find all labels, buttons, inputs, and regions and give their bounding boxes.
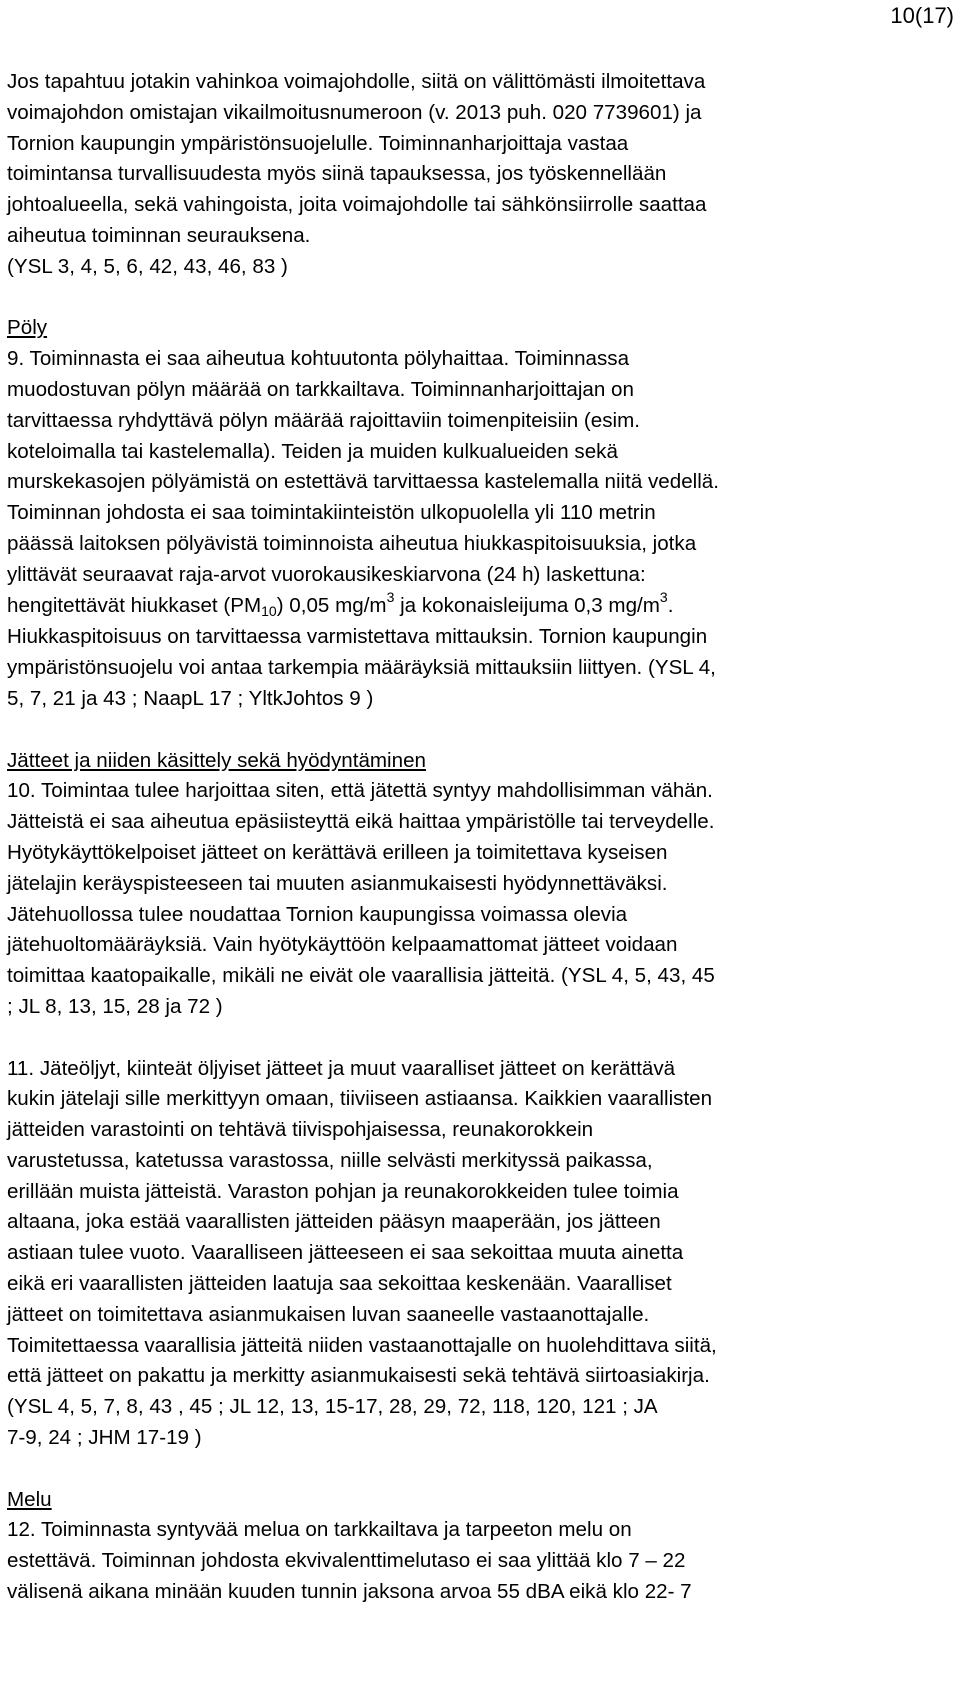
text-line: Jätehuollossa tulee noudattaa Tornion kaupungissa voimassa olevia [7,902,628,926]
formula-t2: ) 0,05 mg/m [276,593,387,617]
text-line: koteloimalla tai kastelemalla). Teiden ja muiden kulkualueiden sekä [7,439,618,463]
text-line: 11. Jäteöljyt, kiinteät öljyiset jätteet ja muut vaaralliset jätteet on kerättävä [7,1056,676,1080]
text-line: (YSL 3, 4, 5, 6, 42, 43, 46, 83 ) [7,254,288,278]
text-line: kukin jätelaji sille merkittyyn omaan, tiiviiseen astiaansa. Kaikkien vaarallisten [7,1087,713,1111]
text-line: varustetussa, katetussa varastossa, niille selvästi merkityssä paikassa, [7,1148,653,1172]
text-line: Hyötykäyttökelpoiset jätteet on kerättävä erilleen ja toimitettava kyseisen [7,840,668,864]
text-line: johtoalueella, sekä vahingoista, joita voimajohdolle tai sähkönsiirrolle saattaa [7,193,707,217]
text-line: estettävä. Toiminnan johdosta ekvivalenttimelutaso ei saa ylittää klo 7 – 22 [7,1549,686,1573]
text-line: jätteet on toimitettava asianmukaisen luvan saaneelle vastaanottajalle. [7,1302,650,1326]
text-line: muodostuvan pölyn määrää on tarkkailtava. Toiminnanharjoittajan on [7,377,634,401]
text-line: voimajohdon omistajan vikailmoitusnumeroon (v. 2013 puh. 020 7739601) ja [7,100,702,124]
text-line: päässä laitoksen pölyävistä toiminnoista aiheutua hiukkaspitoisuuksia, jotka [7,531,697,555]
page-number: 10(17) [890,3,954,28]
pm10-limit-line [7,588,952,623]
text-line: Tornion kaupungin ympäristönsuojelulle. Toiminnanharjoittaja vastaa [7,131,629,155]
text-line: 9. Toiminnasta ei saa aiheutua kohtuutonta pölyhaittaa. Toiminnassa [7,347,630,371]
text-line: että jätteet on pakattu ja merkitty asianmukaisesti sekä tehtävä siirtoasiakirja. [7,1364,710,1388]
text-line: jätteiden varastointi on tehtävä tiivispohjaisessa, reunakorokkein [7,1118,594,1142]
formula-sup2: 3 [659,588,668,605]
paragraph-spacer [7,1023,952,1054]
section-heading: Jätteet ja niiden käsittely sekä hyödyntäminen [7,748,426,772]
paragraph-spacer [7,283,952,314]
text-line: (YSL 4, 5, 7, 8, 43 , 45 ; JL 12, 13, 15-17, 28, 29, 72, 118, 120, 121 ; JA [7,1395,658,1419]
text-line: Hiukkaspitoisuus on tarvittaessa varmistettava mittauksin. Tornion kaupungin [7,625,708,649]
text-line: astiaan tulee vuoto. Vaaralliseen jätteeseen ei saa sekoittaa muuta ainetta [7,1241,684,1265]
formula-sub: 10 [261,602,277,619]
section-heading: Melu [7,1487,52,1511]
formula-sup1: 3 [386,588,395,605]
text-line: toimintansa turvallisuudesta myös siinä tapauksessa, jos työskennellään [7,162,667,186]
text-line: eikä eri vaarallisten jätteiden laatuja saa sekoittaa keskenään. Vaaralliset [7,1272,672,1296]
text-line: Toimitettaessa vaarallisia jätteitä niiden vastaanottajalle on huolehdittava siitä, [7,1333,717,1357]
text-line: aiheutua toiminnan seurauksena. [7,223,311,247]
text-line: 5, 7, 21 ja 43 ; NaapL 17 ; YltkJohtos 9 ) [7,686,374,710]
text-line: Toiminnan johdosta ei saa toimintakiinteistön ulkopuolella yli 110 metrin [7,501,656,525]
text-line: jätehuoltomääräyksiä. Vain hyötykäyttöön kelpaamattomat jätteet voidaan [7,933,678,957]
text-line: Jos tapahtuu jotakin vahinkoa voimajohdolle, siitä on välittömästi ilmoitettava [7,70,706,93]
text-line: Jätteistä ei saa aiheutua epäsiisteyttä eikä haittaa ympäristölle tai terveydelle. [7,810,715,834]
text-line: altaana, joka estää vaarallisten jätteiden pääsyn maaperään, jos jätteen [7,1210,661,1234]
section-heading: Pöly [7,316,48,340]
formula-t1: hengitettävät hiukkaset (PM [7,593,262,617]
text-line: 10. Toimintaa tulee harjoittaa siten, että jätettä syntyy mahdollisimman vähän. [7,779,713,803]
text-line: tarvittaessa ryhdyttävä pölyn määrää rajoittaviin toimenpiteisiin (esim. [7,408,640,432]
text-line: murskekasojen pölyämistä on estettävä tarvittaessa kastelemalla niitä vedellä. [7,470,719,494]
formula-t4: . [667,593,674,617]
text-line: ; JL 8, 13, 15, 28 ja 72 ) [7,994,223,1018]
paragraph-spacer [7,1454,952,1485]
text-line: 7-9, 24 ; JHM 17-19 ) [7,1426,202,1450]
text-line: välisenä aikana minään kuuden tunnin jaksona arvoa 55 dBA eikä klo 22- 7 [7,1580,692,1604]
formula-t3: ja kokonaisleijuma 0,3 mg/m [394,593,660,617]
text-line: ylittävät seuraavat raja-arvot vuorokausikeskiarvona (24 h) laskettuna: [7,562,646,586]
text-line: toimittaa kaatopaikalle, mikäli ne eivät ole vaarallisia jätteitä. (YSL 4, 5, 43, 45 [7,964,715,988]
text-line: 12. Toiminnasta syntyvää melua on tarkkailtava ja tarpeeton melu on [7,1518,632,1542]
document-body [7,67,952,1608]
paragraph-spacer [7,715,952,746]
text-line: jätelajin keräyspisteeseen tai muuten asianmukaisesti hyödynnettäväksi. [7,871,668,895]
text-line: erillään muista jätteistä. Varaston pohjan ja reunakorokkeiden tulee toimia [7,1179,679,1203]
text-line: ympäristönsuojelu voi antaa tarkempia määräyksiä mittauksiin liittyen. (YSL 4, [7,656,716,680]
